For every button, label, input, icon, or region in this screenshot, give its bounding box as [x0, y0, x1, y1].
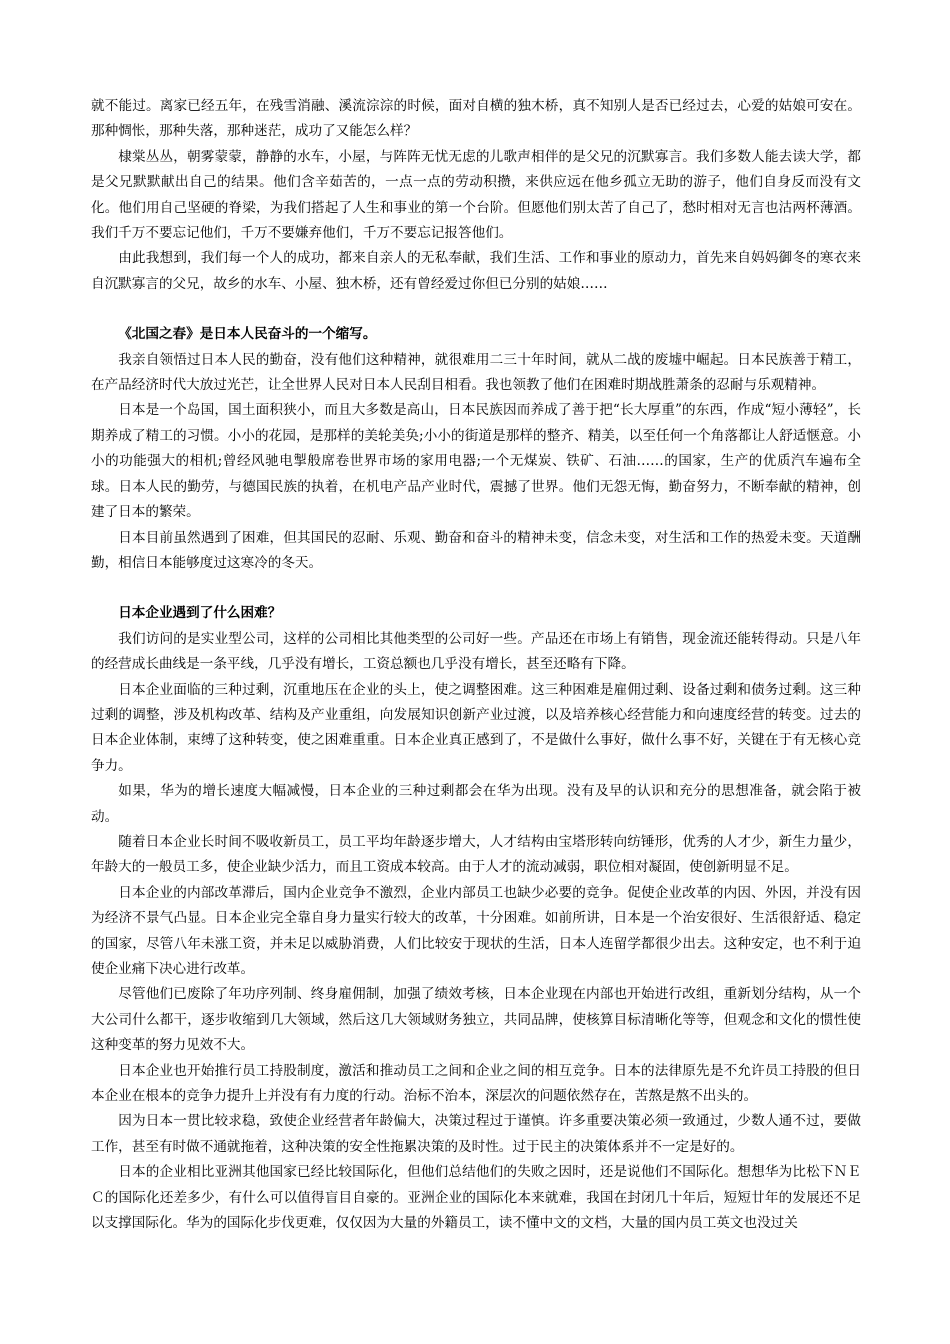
- paragraph: 我们访问的是实业型公司，这样的公司相比其他类型的公司好一些。产品还在市场上有销售，现金流还能转得动。只是八年的经营成长曲线是一条平线，几乎没有增长，工资总额也几乎没有增长，甚至还略有下降。: [91, 630, 861, 673]
- paragraph: 由此我想到，我们每一个人的成功，都来自亲人的无私奉献，我们生活、工作和事业的原动力，首先来自妈妈御冬的寒衣来自沉默寡言的父兄，故乡的水车、小屋、独木桥，还有曾经爱过你但已分别的姑娘……: [91, 250, 861, 292]
- paragraph: 如果，华为的增长速度大幅减慢，日本企业的三种过剩都会在华为出现。没有及早的认识和充分的思想准备，就会陷于被动。: [91, 783, 861, 825]
- paragraph: 随着日本企业长时间不吸收新员工，员工平均年龄逐步增大，人才结构由宝塔形转向纺锤形，优秀的人才少，新生力量少，年龄大的一般员工多，使企业缺少活力，而且工资成本较高。由于人才的流动减弱，职位相对凝固，使创新明显不足。: [91, 833, 861, 876]
- document-page: [91, 94, 861, 1236]
- paragraph: 日本的企业相比亚洲其他国家已经比较国际化，但他们总结他们的失败之因时，还是说他们不国际化。想想华为比松下ＮＥＣ的国际化还差多少，有什么可以值得盲目自豪的。亚洲企业的国际化本来就难，我国在封闭几十年后，短短廿年的发展还不足以支撑国际化。华为的国际化步伐更难，仅仅因为大量的外籍员工，读不懂中文的文档，大量的国内员工英文也没过关: [91, 1164, 861, 1232]
- paragraph: 日本企业也开始推行员工持股制度，激活和推动员工之间和企业之间的相互竞争。日本的法律原先是不允许员工持股的但日本企业在根本的竞争力提升上并没有有力度的行动。治标不治本，深层次的问题依然存在，苦熬是熬不出头的。: [91, 1062, 861, 1105]
- paragraph: 日本是一个岛国，国土面积狭小，而且大多数是高山，日本民族因而养成了善于把“长大厚重”的东西，作成“短小薄轻”，长期养成了精工的习惯。小小的花园，是那样的美轮美奂;小小的街道是那样的整齐、精美，以至任何一个角落都让人舒适惬意。小小的功能强大的相机;曾经风驰电掣般席卷世界市场的家用电器;一个无煤炭、铁矿、石油……的国家，生产的优质汽车遍布全球。日本人民的勤劳，与德国民族的执着，在机电产品产业时代，震撼了世界。他们无怨无悔，勤奋努力，不断奉献的精神，创建了日本的繁荣。: [91, 402, 861, 521]
- section-heading: 《北国之春》是日本人民奋斗的一个缩写。: [118, 326, 377, 343]
- paragraph: 日本企业面临的三种过剩，沉重地压在企业的头上，使之调整困难。这三种困难是雇佣过剩、设备过剩和债务过剩。这三种过剩的调整，涉及机构改革、结构及产业重组，向发展知识创新产业过渡，以及培养核心经营能力和向速度经营的转变。过去的日本企业体制，束缚了这种转变，使之困难重重。日本企业真正感到了，不是做什么事好，做什么事不好，关键在于有无核心竞争力。: [91, 681, 861, 774]
- paragraph: 尽管他们已废除了年功序列制、终身雇佣制，加强了绩效考核，日本企业现在内部也开始进行改组，重新划分结构，从一个大公司什么都干，逐步收缩到几大领域，然后这几大领域财务独立，共同品牌，使核算目标清晰化等等，但观念和文化的惯性使这种变革的努力见效不大。: [91, 986, 861, 1054]
- paragraph: 日本企业的内部改革滞后，国内企业竞争不激烈，企业内部员工也缺少必要的竞争。促使企业改革的内因、外因，并没有因为经济不景气凸显。日本企业完全靠自身力量实行较大的改革，十分困难。如前所讲，日本是一个治安很好、生活很舒适、稳定的国家，尽管八年未涨工资，并未足以威胁消费，人们比较安于现状的生活，日本人连留学都很少出去。这种安定，也不利于迫使企业痛下决心进行改革。: [91, 884, 861, 977]
- paragraph: 因为日本一贯比较求稳，致使企业经营者年龄偏大，决策过程过于谨慎。许多重要决策必须一致通过，少数人通不过，要做工作，甚至有时做不通就拖着，这种决策的安全性拖累决策的及时性。过于民主的决策体系并不一定是好的。: [91, 1113, 861, 1155]
- section-gap: [91, 297, 861, 322]
- paragraph: 日本目前虽然遇到了困难，但其国民的忍耐、乐观、勤奋和奋斗的精神未变，信念未变，对生活和工作的热爱未变。天道酬勤，相信日本能够度过这寒冷的冬天。: [91, 529, 861, 571]
- paragraph: 我亲自领悟过日本人民的勤奋，没有他们这种精神，就很难用二三十年时间，就从二战的废墟中崛起。日本民族善于精工，在产品经济时代大放过光芒，让全世界人民对日本人民刮目相看。我也领教了他们在困难时期战胜萧条的忍耐与乐观精神。: [91, 351, 861, 394]
- paragraph: 棣棠丛丛，朝雾蒙蒙，静静的水车，小屋，与阵阵无忧无虑的儿歌声相伴的是父兄的沉默寡言。我们多数人能去读大学，都是父兄默默献出自己的结果。他们含辛茹苦的，一点一点的劳动积攒，来供应远在他乡孤立无助的游子，他们自身反而没有文化。他们用自己坚硬的脊梁，为我们搭起了人生和事业的第一个台阶。但愿他们别太苦了自己了，愁时相对无言也沽两杯薄酒。我们千万不要忘记他们，千万不要嫌弃他们，千万不要忘记报答他们。: [91, 148, 861, 242]
- section-gap: [91, 576, 861, 601]
- paragraph: 就不能过。离家已经五年，在残雪消融、溪流淙淙的时候，面对自横的独木桥，真不知别人是否已经过去，心爱的姑娘可安在。那种惆怅，那种失落，那种迷茫，成功了又能怎么样？: [91, 98, 861, 140]
- section-heading: 日本企业遇到了什么困难？: [118, 605, 282, 622]
